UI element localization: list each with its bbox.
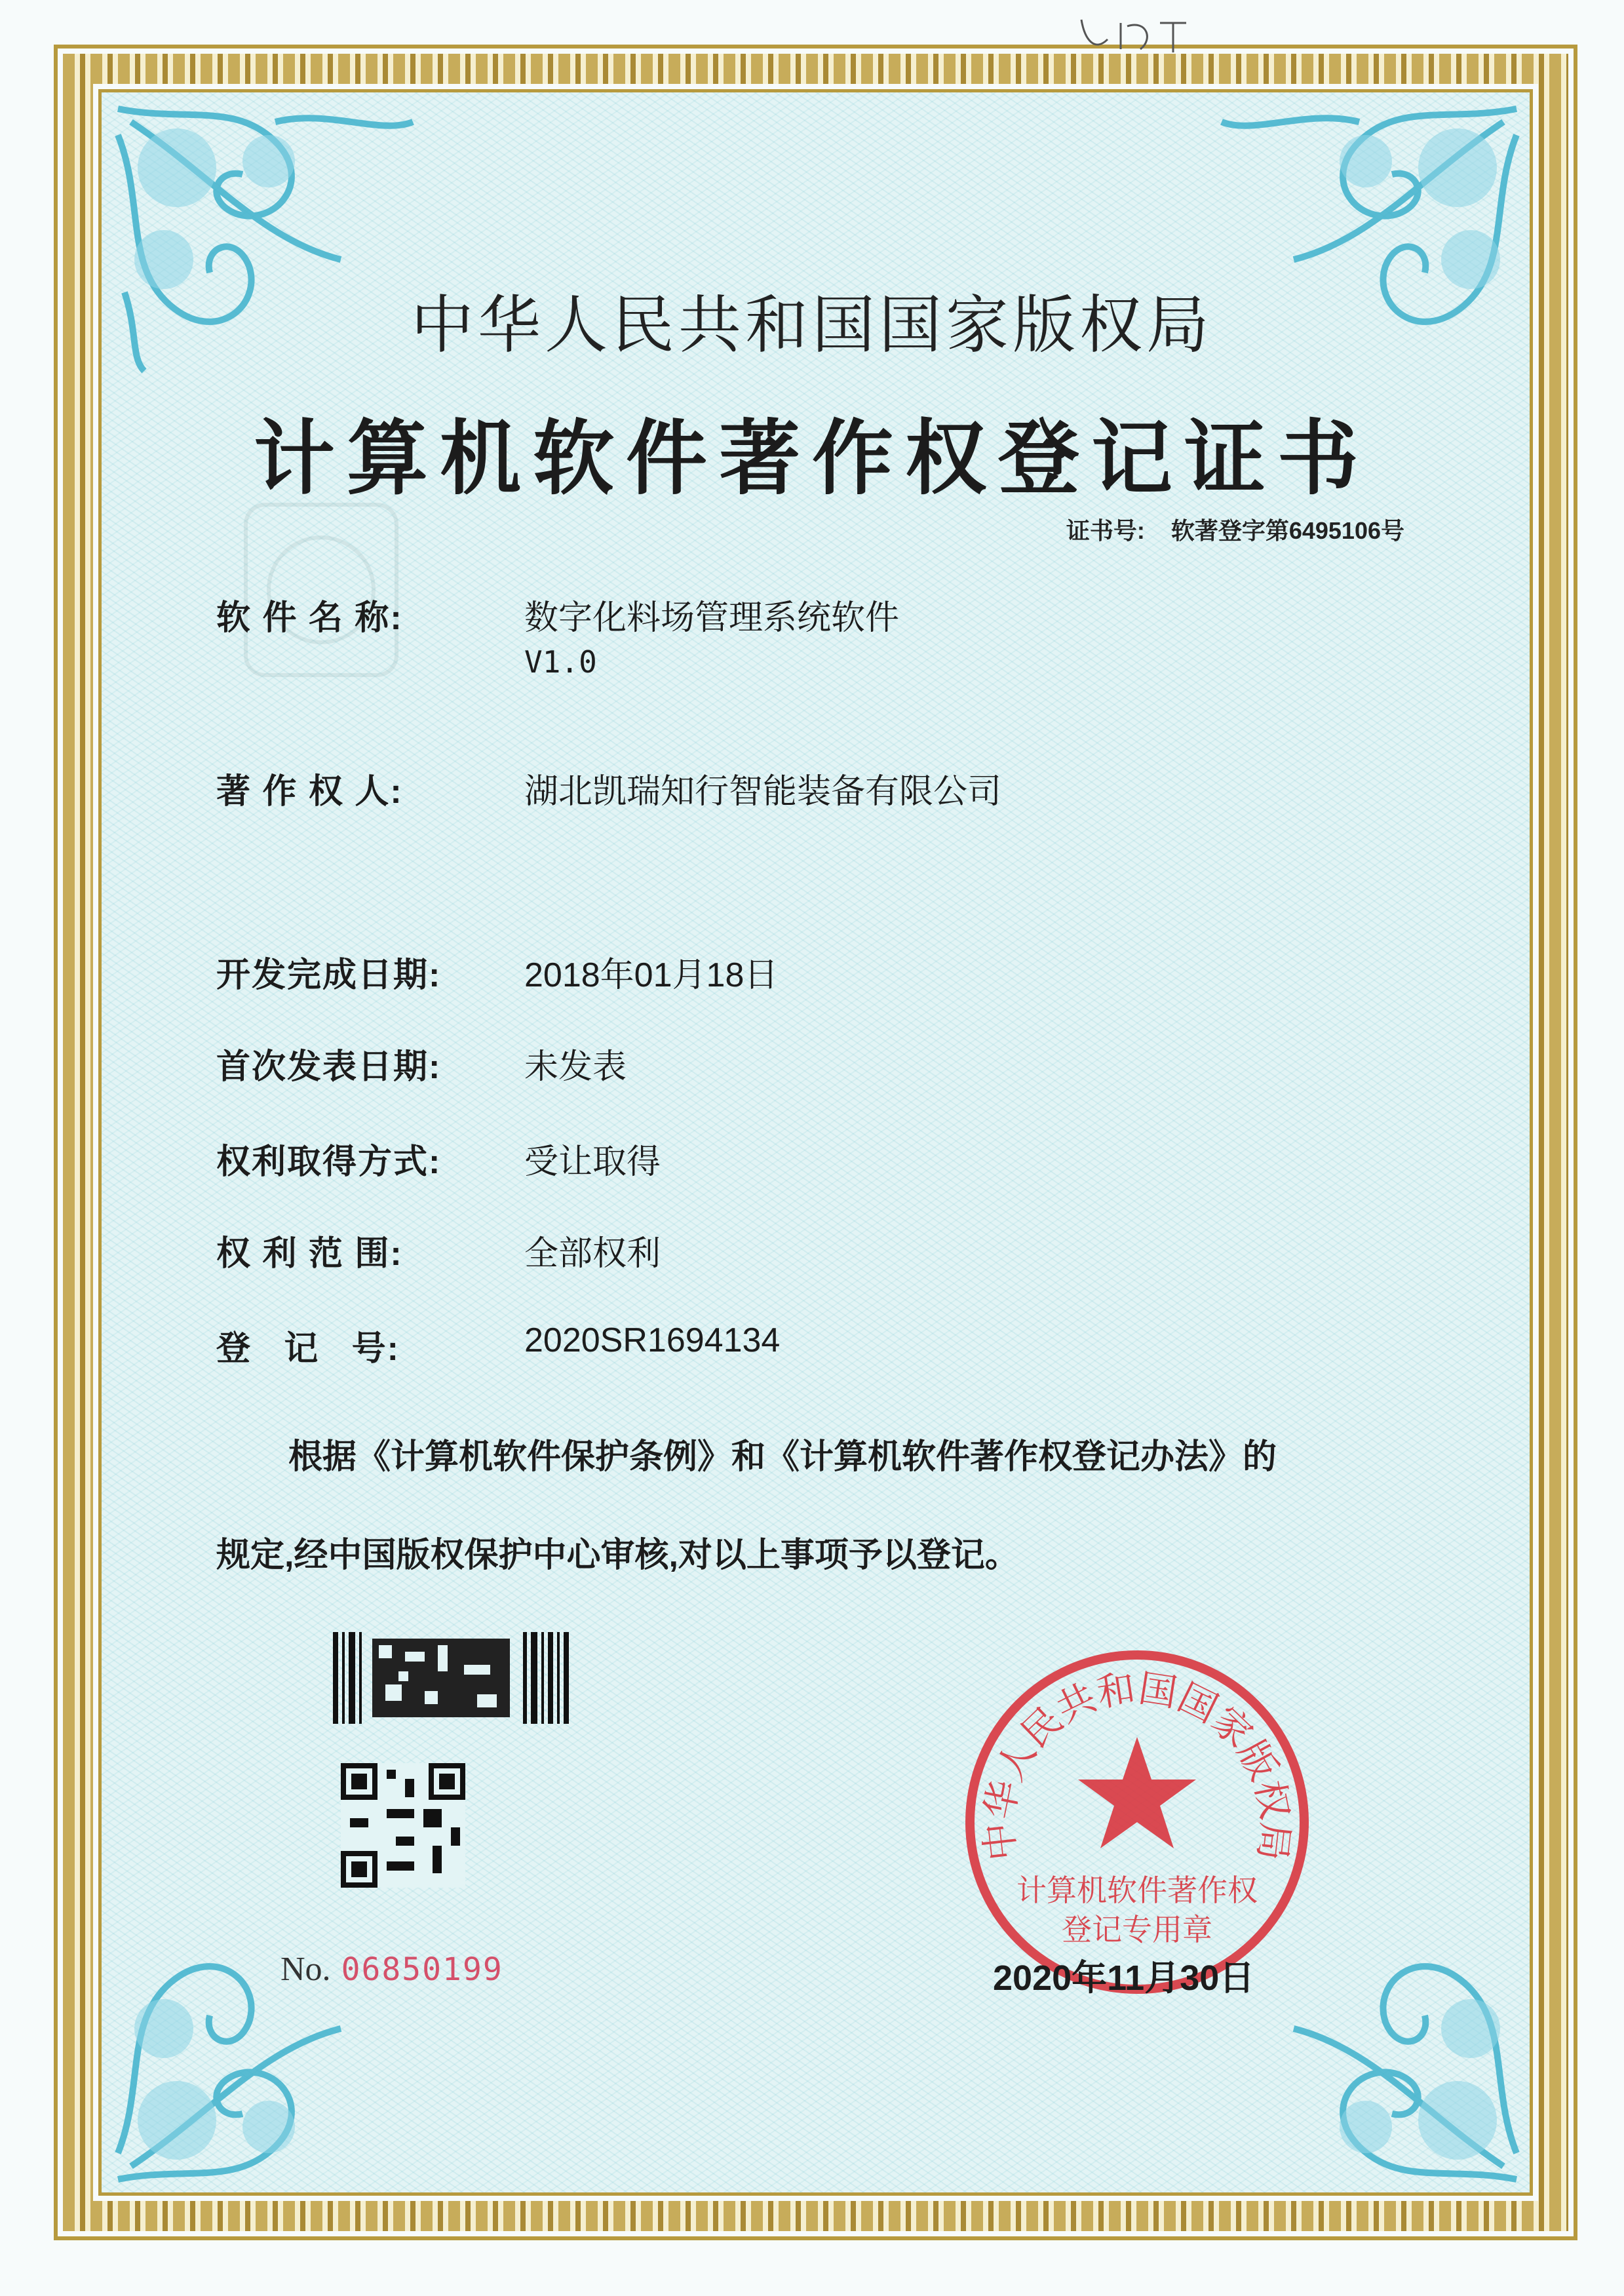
field-label: 权 利 范 围: (216, 1235, 403, 1273)
field-rights-scope (216, 1226, 661, 1275)
seal-inner-line-1: 计算机软件著作权 (1016, 1873, 1258, 1908)
handwritten-mark (1075, 13, 1199, 59)
field-value: 2018年01月18日 (524, 956, 779, 994)
field-value: 2020SR1694134 (524, 1321, 781, 1359)
certificate-number-value: 软著登字第6495106号 (1170, 517, 1404, 544)
field-value: 数字化料场管理系统软件 (524, 599, 900, 637)
statement-line-1: 根据《计算机软件保护条例》和《计算机软件著作权登记办法》的 (288, 1438, 1277, 1476)
issue-date: 2020年11月30日 (993, 1958, 1255, 1998)
field-first-publication (216, 1039, 627, 1088)
certificate-number-label: 证书号: (1066, 517, 1145, 544)
qr-code (341, 1763, 465, 1888)
field-value: 全部权利 (524, 1235, 661, 1273)
field-label: 首次发表日期: (216, 1048, 442, 1086)
field-version: V1.0 (524, 644, 597, 680)
statement-line-2: 规定,经中国版权保护中心审核,对以上事项予以登记。 (216, 1536, 1019, 1574)
field-registration-number (216, 1321, 780, 1370)
field-label: 开发完成日期: (216, 956, 442, 994)
field-label: 登 记 号: (216, 1330, 400, 1368)
certificate-number (1066, 513, 1404, 546)
serial-number (280, 1950, 503, 1989)
issuing-authority-title: 中华人民共和国国家版权局 (411, 290, 1213, 360)
serial-value: 06850199 (341, 1951, 503, 1988)
field-development-date (216, 947, 778, 996)
field-value: 受让取得 (524, 1143, 661, 1181)
certificate-title: 计算机软件著作权登记证书 (253, 414, 1370, 504)
field-label: 权利取得方式: (216, 1143, 442, 1181)
field-value: 湖北凯瑞知行智能装备有限公司 (524, 773, 1002, 811)
field-value: 未发表 (524, 1048, 627, 1086)
field-acquisition-method (216, 1134, 661, 1183)
field-software-name (216, 590, 899, 680)
field-copyright-owner (216, 764, 1001, 813)
barcode (333, 1632, 569, 1724)
seal-inner-line-2: 登记专用章 (1062, 1912, 1212, 1947)
field-label: 软 件 名 称: (216, 599, 403, 637)
serial-prefix: No. (280, 1951, 331, 1988)
seal-ring-text: 中华人民共和国国家版权局 (976, 1665, 1298, 1863)
field-label: 著 作 权 人: (216, 773, 403, 811)
